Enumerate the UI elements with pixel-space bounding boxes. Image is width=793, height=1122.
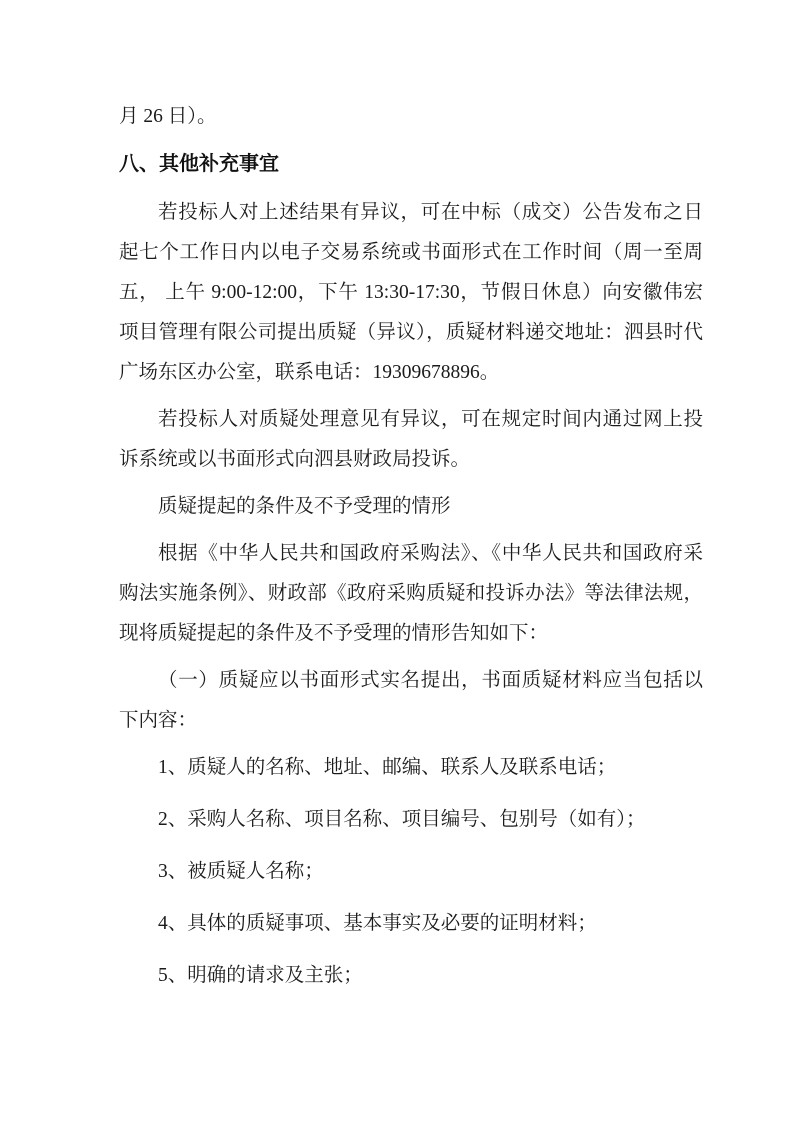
paragraph-legal-basis: 根据《中华人民共和国政府采购法》、《中华人民共和国政府采购法实施条例》、财政部《政府采购质疑和投诉办法》等法律法规，现将质疑提起的条件及不予受理的情形告知如下： (119, 543, 703, 644)
paragraph-continuation: 月 26 日）。 (119, 106, 217, 127)
list-item-1: 1、质疑人的名称、地址、邮编、联系人及联系电话； (158, 757, 617, 778)
list-item-5: 5、明确的请求及主张； (158, 965, 363, 986)
list-item-4: 4、具体的质疑事项、基本事实及必要的证明材料； (158, 913, 597, 934)
paragraph-item-intro: （一）质疑应以书面形式实名提出，书面质疑材料应当包括以下内容： (119, 670, 703, 731)
paragraph-objection-procedure: 若投标人对上述结果有异议，可在中标（成交）公告发布之日起七个工作日内以电子交易系统或书面形式在工作时间（周一至周五， 上午 9:00-12:00，下午 13:30-17:30，节假日休息）向安徽伟宏项目管理有限公司提出质疑（异议），质疑材料递交地址：泗县时代广场东区办公室，联系电话：19309678896。 (119, 202, 703, 383)
list-item-3: 3、被质疑人名称； (158, 861, 324, 882)
paragraph-subtitle-conditions: 质疑提起的条件及不予受理的情形 (158, 496, 451, 517)
list-item-2: 2、采购人名称、项目名称、项目编号、包别号（如有）； (158, 809, 646, 830)
section-heading-other-matters: 八、其他补充事宜 (119, 153, 279, 175)
paragraph-complaint-procedure: 若投标人对质疑处理意见有异议，可在规定时间内通过网上投诉系统或以书面形式向泗县财政局投诉。 (119, 409, 703, 470)
